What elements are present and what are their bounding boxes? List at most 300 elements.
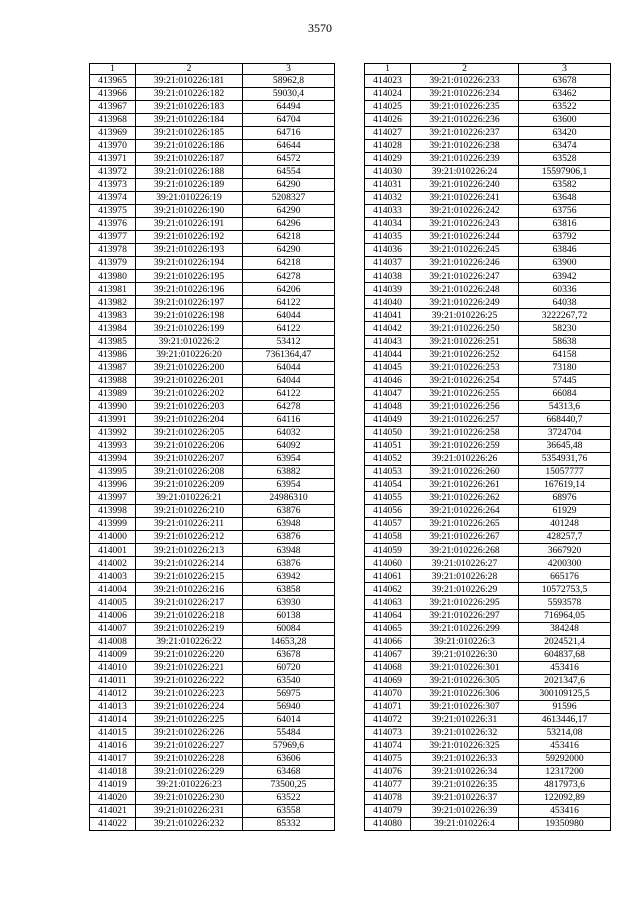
table-row bbox=[365, 113, 611, 126]
row-number-cell: 413994 bbox=[90, 452, 136, 465]
value-cell: 63792 bbox=[519, 231, 611, 244]
cadastral-number-cell: 39:21:010226:258 bbox=[411, 426, 519, 439]
column-header-value: 3 bbox=[519, 64, 611, 75]
table-row bbox=[365, 257, 611, 270]
value-cell: 64716 bbox=[243, 126, 335, 139]
cadastral-number-cell: 39:21:010226:33 bbox=[411, 753, 519, 766]
value-cell: 63756 bbox=[519, 205, 611, 218]
table-row bbox=[365, 583, 611, 596]
row-number-cell: 414048 bbox=[365, 400, 411, 413]
row-number-cell: 413976 bbox=[90, 218, 136, 231]
value-cell: 63600 bbox=[519, 113, 611, 126]
row-number-cell: 413986 bbox=[90, 348, 136, 361]
value-cell: 63648 bbox=[519, 192, 611, 205]
cadastral-table-right bbox=[364, 63, 611, 831]
table-row bbox=[90, 739, 335, 752]
table-row bbox=[90, 205, 335, 218]
value-cell: 57445 bbox=[519, 374, 611, 387]
row-number-cell: 413993 bbox=[90, 439, 136, 452]
cadastral-number-cell: 39:21:010226:229 bbox=[136, 766, 243, 779]
row-number-cell: 414068 bbox=[365, 661, 411, 674]
row-number-cell: 413990 bbox=[90, 400, 136, 413]
cadastral-number-cell: 39:21:010226:200 bbox=[136, 361, 243, 374]
value-cell: 64494 bbox=[243, 100, 335, 113]
table-row bbox=[365, 152, 611, 165]
value-cell: 73180 bbox=[519, 361, 611, 374]
value-cell: 384248 bbox=[519, 622, 611, 635]
value-cell: 56940 bbox=[243, 700, 335, 713]
row-number-cell: 413989 bbox=[90, 387, 136, 400]
table-row bbox=[90, 322, 335, 335]
table-row bbox=[90, 596, 335, 609]
table-row bbox=[365, 609, 611, 622]
cadastral-number-cell: 39:21:010226:251 bbox=[411, 335, 519, 348]
cadastral-number-cell: 39:21:010226:244 bbox=[411, 231, 519, 244]
row-number-cell: 414053 bbox=[365, 466, 411, 479]
row-number-cell: 414030 bbox=[365, 165, 411, 178]
row-number-cell: 414012 bbox=[90, 687, 136, 700]
table-row bbox=[365, 374, 611, 387]
value-cell: 3667920 bbox=[519, 544, 611, 557]
cadastral-number-cell: 39:21:010226:237 bbox=[411, 126, 519, 139]
cadastral-number-cell: 39:21:010226:236 bbox=[411, 113, 519, 126]
table-row bbox=[90, 309, 335, 322]
cadastral-number-cell: 39:21:010226:220 bbox=[136, 648, 243, 661]
table-row bbox=[365, 439, 611, 452]
cadastral-number-cell: 39:21:010226:238 bbox=[411, 139, 519, 152]
table-row bbox=[365, 348, 611, 361]
table-row bbox=[90, 818, 335, 831]
row-number-cell: 414075 bbox=[365, 753, 411, 766]
cadastral-number-cell: 39:21:010226:206 bbox=[136, 439, 243, 452]
value-cell: 63582 bbox=[519, 178, 611, 191]
table-row bbox=[90, 700, 335, 713]
cadastral-number-cell: 39:21:010226:25 bbox=[411, 309, 519, 322]
table-row bbox=[365, 753, 611, 766]
cadastral-number-cell: 39:21:010226:181 bbox=[136, 74, 243, 87]
row-number-cell: 414032 bbox=[365, 192, 411, 205]
cadastral-number-cell: 39:21:010226:187 bbox=[136, 152, 243, 165]
cadastral-number-cell: 39:21:010226:31 bbox=[411, 713, 519, 726]
table-row bbox=[365, 687, 611, 700]
row-number-cell: 414004 bbox=[90, 583, 136, 596]
cadastral-number-cell: 39:21:010226:22 bbox=[136, 635, 243, 648]
value-cell: 61929 bbox=[519, 505, 611, 518]
table-row bbox=[90, 231, 335, 244]
table-row bbox=[90, 348, 335, 361]
row-number-cell: 414080 bbox=[365, 818, 411, 831]
table-row bbox=[365, 479, 611, 492]
value-cell: 64092 bbox=[243, 439, 335, 452]
table-row bbox=[365, 361, 611, 374]
value-cell: 63900 bbox=[519, 257, 611, 270]
value-cell: 64278 bbox=[243, 400, 335, 413]
value-cell: 64218 bbox=[243, 257, 335, 270]
cadastral-number-cell: 39:21:010226:299 bbox=[411, 622, 519, 635]
row-number-cell: 414016 bbox=[90, 739, 136, 752]
cadastral-number-cell: 39:21:010226:305 bbox=[411, 674, 519, 687]
table-row bbox=[365, 165, 611, 178]
table-header-row bbox=[365, 64, 611, 75]
value-cell: 63540 bbox=[243, 674, 335, 687]
cadastral-number-cell: 39:21:010226:226 bbox=[136, 726, 243, 739]
cadastral-number-cell: 39:21:010226:214 bbox=[136, 557, 243, 570]
cadastral-number-cell: 39:21:010226:216 bbox=[136, 583, 243, 596]
column-header-cadastral-number: 2 bbox=[411, 64, 519, 75]
value-cell: 4613446,17 bbox=[519, 713, 611, 726]
table-body-left bbox=[90, 74, 335, 831]
cadastral-number-cell: 39:21:010226:217 bbox=[136, 596, 243, 609]
table-row bbox=[365, 87, 611, 100]
table-row bbox=[90, 557, 335, 570]
table-row bbox=[365, 400, 611, 413]
table-row bbox=[90, 400, 335, 413]
row-number-cell: 414057 bbox=[365, 518, 411, 531]
value-cell: 63606 bbox=[243, 753, 335, 766]
cadastral-number-cell: 39:21:010226:254 bbox=[411, 374, 519, 387]
row-number-cell: 414020 bbox=[90, 792, 136, 805]
table-row bbox=[90, 622, 335, 635]
row-number-cell: 414076 bbox=[365, 766, 411, 779]
cadastral-number-cell: 39:21:010226:192 bbox=[136, 231, 243, 244]
value-cell: 59292000 bbox=[519, 753, 611, 766]
cadastral-number-cell: 39:21:010226:249 bbox=[411, 296, 519, 309]
value-cell: 63474 bbox=[519, 139, 611, 152]
table-row bbox=[90, 609, 335, 622]
value-cell: 91596 bbox=[519, 700, 611, 713]
cadastral-number-cell: 39:21:010226:264 bbox=[411, 505, 519, 518]
page-number: 3570 bbox=[308, 21, 332, 35]
row-number-cell: 414026 bbox=[365, 113, 411, 126]
cadastral-number-cell: 39:21:010226:250 bbox=[411, 322, 519, 335]
cadastral-number-cell: 39:21:010226:213 bbox=[136, 544, 243, 557]
value-cell: 122092,89 bbox=[519, 792, 611, 805]
cadastral-number-cell: 39:21:010226:199 bbox=[136, 322, 243, 335]
table-row bbox=[365, 818, 611, 831]
cadastral-number-cell: 39:21:010226:228 bbox=[136, 753, 243, 766]
table-row bbox=[365, 192, 611, 205]
row-number-cell: 414056 bbox=[365, 505, 411, 518]
value-cell: 73500,25 bbox=[243, 779, 335, 792]
value-cell: 64290 bbox=[243, 178, 335, 191]
row-number-cell: 413971 bbox=[90, 152, 136, 165]
table-row bbox=[365, 413, 611, 426]
row-number-cell: 414035 bbox=[365, 231, 411, 244]
cadastral-number-cell: 39:21:010226:27 bbox=[411, 557, 519, 570]
table-row bbox=[365, 126, 611, 139]
row-number-cell: 414009 bbox=[90, 648, 136, 661]
cadastral-number-cell: 39:21:010226:195 bbox=[136, 270, 243, 283]
row-number-cell: 414002 bbox=[90, 557, 136, 570]
row-number-cell: 413980 bbox=[90, 270, 136, 283]
value-cell: 36645,48 bbox=[519, 439, 611, 452]
row-number-cell: 414023 bbox=[365, 74, 411, 87]
cadastral-number-cell: 39:21:010226:2 bbox=[136, 335, 243, 348]
row-number-cell: 414070 bbox=[365, 687, 411, 700]
table-row bbox=[365, 674, 611, 687]
table-row bbox=[365, 505, 611, 518]
table-row bbox=[365, 661, 611, 674]
row-number-cell: 414019 bbox=[90, 779, 136, 792]
value-cell: 68976 bbox=[519, 492, 611, 505]
row-number-cell: 413991 bbox=[90, 413, 136, 426]
cadastral-number-cell: 39:21:010226:265 bbox=[411, 518, 519, 531]
table-row bbox=[90, 779, 335, 792]
value-cell: 14653,28 bbox=[243, 635, 335, 648]
row-number-cell: 413966 bbox=[90, 87, 136, 100]
row-number-cell: 413970 bbox=[90, 139, 136, 152]
value-cell: 64116 bbox=[243, 413, 335, 426]
cadastral-number-cell: 39:21:010226:193 bbox=[136, 244, 243, 257]
row-number-cell: 414046 bbox=[365, 374, 411, 387]
row-number-cell: 414027 bbox=[365, 126, 411, 139]
value-cell: 428257,7 bbox=[519, 531, 611, 544]
cadastral-number-cell: 39:21:010226:307 bbox=[411, 700, 519, 713]
value-cell: 63876 bbox=[243, 505, 335, 518]
cadastral-number-cell: 39:21:010226:268 bbox=[411, 544, 519, 557]
value-cell: 64554 bbox=[243, 165, 335, 178]
value-cell: 3222267,72 bbox=[519, 309, 611, 322]
value-cell: 64032 bbox=[243, 426, 335, 439]
cadastral-table-left bbox=[89, 63, 335, 831]
row-number-cell: 414014 bbox=[90, 713, 136, 726]
cadastral-number-cell: 39:21:010226:245 bbox=[411, 244, 519, 257]
cadastral-number-cell: 39:21:010226:219 bbox=[136, 622, 243, 635]
cadastral-number-cell: 39:21:010226:221 bbox=[136, 661, 243, 674]
table-row bbox=[365, 766, 611, 779]
row-number-cell: 413985 bbox=[90, 335, 136, 348]
cadastral-number-cell: 39:21:010226:34 bbox=[411, 766, 519, 779]
row-number-cell: 413999 bbox=[90, 518, 136, 531]
value-cell: 63420 bbox=[519, 126, 611, 139]
row-number-cell: 414052 bbox=[365, 452, 411, 465]
value-cell: 63948 bbox=[243, 544, 335, 557]
value-cell: 63882 bbox=[243, 466, 335, 479]
cadastral-number-cell: 39:21:010226:24 bbox=[411, 165, 519, 178]
cadastral-number-cell: 39:21:010226:248 bbox=[411, 283, 519, 296]
table-row bbox=[365, 635, 611, 648]
column-header-number: 1 bbox=[365, 64, 411, 75]
cadastral-number-cell: 39:21:010226:209 bbox=[136, 479, 243, 492]
value-cell: 64218 bbox=[243, 231, 335, 244]
table-row bbox=[365, 518, 611, 531]
value-cell: 64290 bbox=[243, 244, 335, 257]
row-number-cell: 413972 bbox=[90, 165, 136, 178]
cadastral-number-cell: 39:21:010226:253 bbox=[411, 361, 519, 374]
table-row bbox=[365, 531, 611, 544]
value-cell: 15597906,1 bbox=[519, 165, 611, 178]
cadastral-number-cell: 39:21:010226:39 bbox=[411, 805, 519, 818]
value-cell: 19350980 bbox=[519, 818, 611, 831]
cadastral-number-cell: 39:21:010226:215 bbox=[136, 570, 243, 583]
value-cell: 63954 bbox=[243, 479, 335, 492]
value-cell: 58962,8 bbox=[243, 74, 335, 87]
cadastral-number-cell: 39:21:010226:223 bbox=[136, 687, 243, 700]
row-number-cell: 414064 bbox=[365, 609, 411, 622]
cadastral-number-cell: 39:21:010226:3 bbox=[411, 635, 519, 648]
row-number-cell: 414043 bbox=[365, 335, 411, 348]
value-cell: 60336 bbox=[519, 283, 611, 296]
cadastral-number-cell: 39:21:010226:255 bbox=[411, 387, 519, 400]
cadastral-number-cell: 39:21:010226:239 bbox=[411, 152, 519, 165]
table-row bbox=[365, 387, 611, 400]
table-row bbox=[365, 700, 611, 713]
row-number-cell: 413983 bbox=[90, 309, 136, 322]
cadastral-number-cell: 39:21:010226:227 bbox=[136, 739, 243, 752]
value-cell: 4817973,6 bbox=[519, 779, 611, 792]
table-body-right bbox=[365, 74, 611, 831]
table-row bbox=[90, 583, 335, 596]
row-number-cell: 413977 bbox=[90, 231, 136, 244]
table-row bbox=[365, 570, 611, 583]
row-number-cell: 414042 bbox=[365, 322, 411, 335]
cadastral-number-cell: 39:21:010226:197 bbox=[136, 296, 243, 309]
cadastral-number-cell: 39:21:010226:233 bbox=[411, 74, 519, 87]
table-row bbox=[90, 544, 335, 557]
row-number-cell: 414078 bbox=[365, 792, 411, 805]
value-cell: 63954 bbox=[243, 452, 335, 465]
row-number-cell: 414010 bbox=[90, 661, 136, 674]
table-row bbox=[90, 387, 335, 400]
table-row bbox=[90, 570, 335, 583]
row-number-cell: 414031 bbox=[365, 178, 411, 191]
table-row bbox=[90, 87, 335, 100]
table-row bbox=[90, 505, 335, 518]
row-number-cell: 414049 bbox=[365, 413, 411, 426]
cadastral-number-cell: 39:21:010226:247 bbox=[411, 270, 519, 283]
cadastral-number-cell: 39:21:010226:188 bbox=[136, 165, 243, 178]
value-cell: 64044 bbox=[243, 309, 335, 322]
value-cell: 56975 bbox=[243, 687, 335, 700]
value-cell: 58230 bbox=[519, 322, 611, 335]
table-row bbox=[365, 426, 611, 439]
table-row bbox=[365, 739, 611, 752]
row-number-cell: 413984 bbox=[90, 322, 136, 335]
table-row bbox=[90, 192, 335, 205]
row-number-cell: 414062 bbox=[365, 583, 411, 596]
value-cell: 63468 bbox=[243, 766, 335, 779]
value-cell: 66084 bbox=[519, 387, 611, 400]
table-row bbox=[365, 270, 611, 283]
value-cell: 716964,05 bbox=[519, 609, 611, 622]
row-number-cell: 413975 bbox=[90, 205, 136, 218]
value-cell: 58638 bbox=[519, 335, 611, 348]
row-number-cell: 413997 bbox=[90, 492, 136, 505]
cadastral-number-cell: 39:21:010226:261 bbox=[411, 479, 519, 492]
table-row bbox=[90, 244, 335, 257]
row-number-cell: 414029 bbox=[365, 152, 411, 165]
table-row bbox=[90, 100, 335, 113]
table-row bbox=[90, 178, 335, 191]
table-row bbox=[90, 152, 335, 165]
cadastral-number-cell: 39:21:010226:203 bbox=[136, 400, 243, 413]
value-cell: 63678 bbox=[243, 648, 335, 661]
cadastral-number-cell: 39:21:010226:262 bbox=[411, 492, 519, 505]
cadastral-number-cell: 39:21:010226:212 bbox=[136, 531, 243, 544]
row-number-cell: 414044 bbox=[365, 348, 411, 361]
cadastral-number-cell: 39:21:010226:256 bbox=[411, 400, 519, 413]
row-number-cell: 414037 bbox=[365, 257, 411, 270]
cadastral-number-cell: 39:21:010226:225 bbox=[136, 713, 243, 726]
table-row bbox=[90, 413, 335, 426]
table-row bbox=[90, 531, 335, 544]
row-number-cell: 414017 bbox=[90, 753, 136, 766]
cadastral-number-cell: 39:21:010226:260 bbox=[411, 466, 519, 479]
table-row bbox=[90, 674, 335, 687]
table-row bbox=[90, 635, 335, 648]
cadastral-number-cell: 39:21:010226:222 bbox=[136, 674, 243, 687]
row-number-cell: 413967 bbox=[90, 100, 136, 113]
row-number-cell: 414022 bbox=[90, 818, 136, 831]
value-cell: 453416 bbox=[519, 805, 611, 818]
cadastral-number-cell: 39:21:010226:208 bbox=[136, 466, 243, 479]
cadastral-number-cell: 39:21:010226:29 bbox=[411, 583, 519, 596]
value-cell: 64038 bbox=[519, 296, 611, 309]
cadastral-number-cell: 39:21:010226:297 bbox=[411, 609, 519, 622]
row-number-cell: 414025 bbox=[365, 100, 411, 113]
row-number-cell: 414065 bbox=[365, 622, 411, 635]
cadastral-number-cell: 39:21:010226:201 bbox=[136, 374, 243, 387]
value-cell: 64206 bbox=[243, 283, 335, 296]
cadastral-number-cell: 39:21:010226:210 bbox=[136, 505, 243, 518]
cadastral-number-cell: 39:21:010226:267 bbox=[411, 531, 519, 544]
row-number-cell: 414054 bbox=[365, 479, 411, 492]
row-number-cell: 414059 bbox=[365, 544, 411, 557]
table-row bbox=[90, 113, 335, 126]
table-row bbox=[365, 779, 611, 792]
value-cell: 63942 bbox=[519, 270, 611, 283]
row-number-cell: 413973 bbox=[90, 178, 136, 191]
table-row bbox=[90, 726, 335, 739]
table-row bbox=[365, 231, 611, 244]
row-number-cell: 414040 bbox=[365, 296, 411, 309]
table-row bbox=[365, 805, 611, 818]
cadastral-number-cell: 39:21:010226:20 bbox=[136, 348, 243, 361]
value-cell: 63522 bbox=[243, 792, 335, 805]
cadastral-number-cell: 39:21:010226:295 bbox=[411, 596, 519, 609]
cadastral-number-cell: 39:21:010226:234 bbox=[411, 87, 519, 100]
value-cell: 63558 bbox=[243, 805, 335, 818]
value-cell: 7361364,47 bbox=[243, 348, 335, 361]
row-number-cell: 414074 bbox=[365, 739, 411, 752]
table-row bbox=[365, 466, 611, 479]
value-cell: 3724704 bbox=[519, 426, 611, 439]
cadastral-number-cell: 39:21:010226:252 bbox=[411, 348, 519, 361]
cadastral-number-cell: 39:21:010226:21 bbox=[136, 492, 243, 505]
row-number-cell: 414036 bbox=[365, 244, 411, 257]
cadastral-number-cell: 39:21:010226:191 bbox=[136, 218, 243, 231]
value-cell: 453416 bbox=[519, 739, 611, 752]
table-row bbox=[365, 492, 611, 505]
table-row bbox=[90, 426, 335, 439]
table-row bbox=[365, 622, 611, 635]
table-row bbox=[90, 753, 335, 766]
value-cell: 85332 bbox=[243, 818, 335, 831]
cadastral-number-cell: 39:21:010226:202 bbox=[136, 387, 243, 400]
table-row bbox=[365, 544, 611, 557]
row-number-cell: 414000 bbox=[90, 531, 136, 544]
row-number-cell: 414006 bbox=[90, 609, 136, 622]
value-cell: 63846 bbox=[519, 244, 611, 257]
row-number-cell: 414060 bbox=[365, 557, 411, 570]
table-row bbox=[365, 100, 611, 113]
table-row bbox=[365, 74, 611, 87]
table-row bbox=[90, 805, 335, 818]
row-number-cell: 414024 bbox=[365, 87, 411, 100]
value-cell: 12317200 bbox=[519, 766, 611, 779]
row-number-cell: 414039 bbox=[365, 283, 411, 296]
table-row bbox=[365, 726, 611, 739]
